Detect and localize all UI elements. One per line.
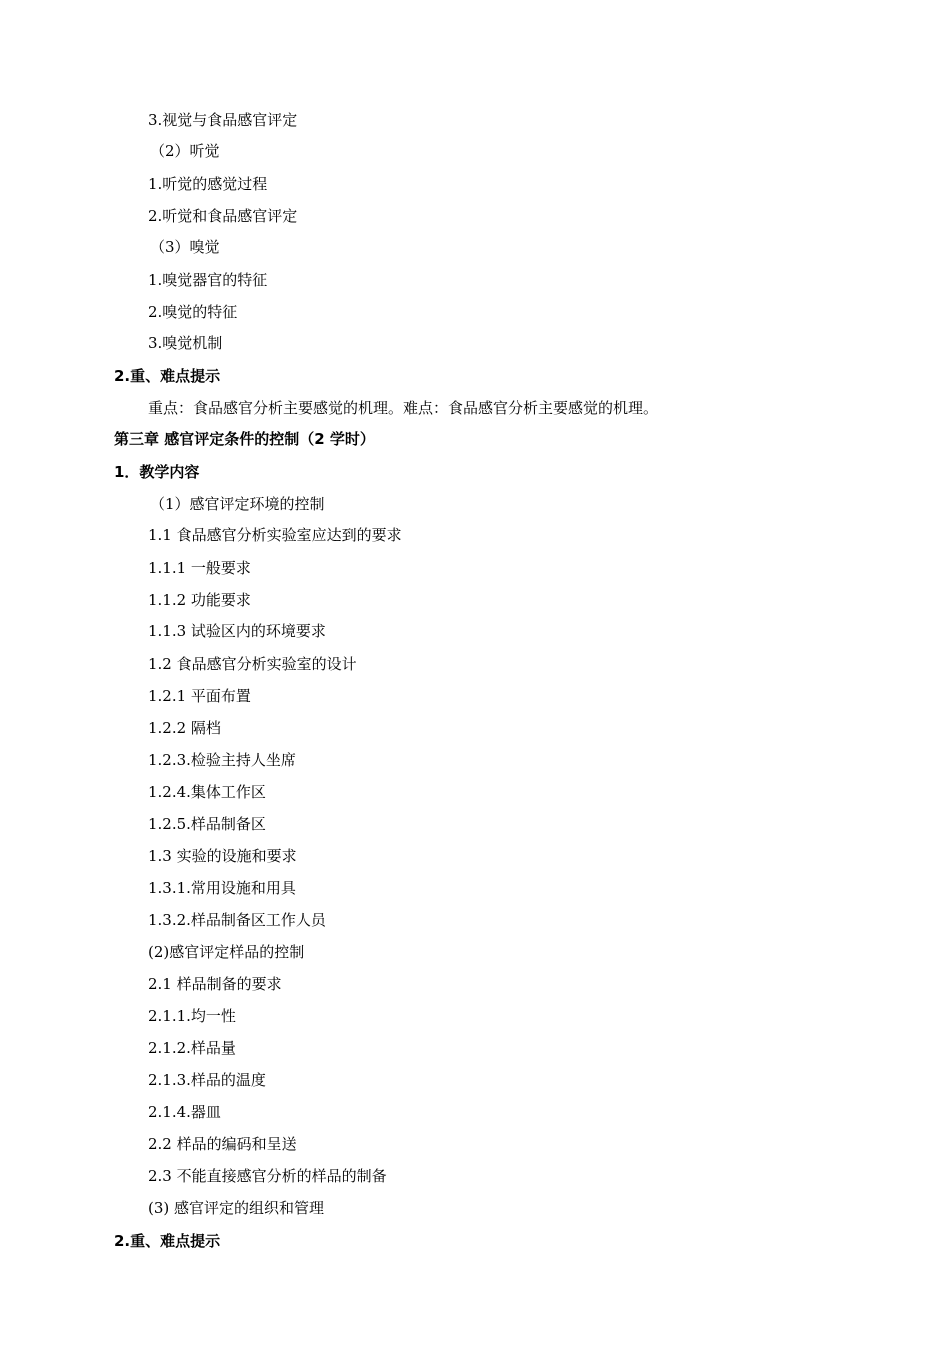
outline-item: 2.1.2.样品量 [148, 1039, 236, 1057]
outline-item: 1.1.1 一般要求 [148, 559, 251, 577]
key-points-paragraph: 重点：食品感官分析主要感觉的机理。难点：食品感官分析主要感觉的机理。 [148, 399, 659, 417]
outline-item: 1.2 食品感官分析实验室的设计 [148, 655, 357, 673]
outline-item: 2.3 不能直接感官分析的样品的制备 [148, 1167, 387, 1185]
outline-item: 2.1.4.器皿 [148, 1103, 221, 1121]
section-heading: 1．教学内容 [114, 463, 200, 481]
outline-item: 3.嗅觉机制 [148, 334, 223, 352]
outline-item: 1.3.2.样品制备区工作人员 [148, 911, 326, 929]
outline-item: 1.2.2 隔档 [148, 719, 221, 737]
outline-item: 1.嗅觉器官的特征 [148, 271, 268, 289]
outline-item: 2.2 样品的编码和呈送 [148, 1135, 297, 1153]
subsection-heading: (2)感官评定样品的控制 [148, 943, 305, 961]
subsection-heading: （3）嗅觉 [150, 238, 220, 256]
outline-item: 2.听觉和食品感官评定 [148, 207, 298, 225]
outline-item: 1.3.1.常用设施和用具 [148, 879, 296, 897]
outline-item: 1.2.4.集体工作区 [148, 783, 266, 801]
outline-item: 1.2.1 平面布置 [148, 687, 251, 705]
outline-item: 2.嗅觉的特征 [148, 303, 238, 321]
outline-item: 2.1.3.样品的温度 [148, 1071, 266, 1089]
subsection-heading: （2）听觉 [150, 142, 220, 160]
outline-item: 1.1.2 功能要求 [148, 591, 251, 609]
outline-item: 3.视觉与食品感官评定 [148, 111, 298, 129]
outline-item: 1.2.3.检验主持人坐席 [148, 751, 296, 769]
outline-item: 1.听觉的感觉过程 [148, 175, 268, 193]
chapter-title: 第三章 感官评定条件的控制（2 学时） [114, 430, 375, 448]
outline-item: 1.2.5.样品制备区 [148, 815, 266, 833]
outline-item: 1.1.3 试验区内的环境要求 [148, 622, 326, 640]
section-heading: 2.重、难点提示 [114, 367, 221, 385]
subsection-heading: (3) 感官评定的组织和管理 [148, 1199, 325, 1217]
outline-item: 2.1.1.均一性 [148, 1007, 236, 1025]
subsection-heading: （1）感官评定环境的控制 [150, 495, 325, 513]
outline-item: 2.1 样品制备的要求 [148, 975, 282, 993]
section-heading: 2.重、难点提示 [114, 1232, 221, 1250]
outline-item: 1.1 食品感官分析实验室应达到的要求 [148, 526, 402, 544]
outline-item: 1.3 实验的设施和要求 [148, 847, 297, 865]
